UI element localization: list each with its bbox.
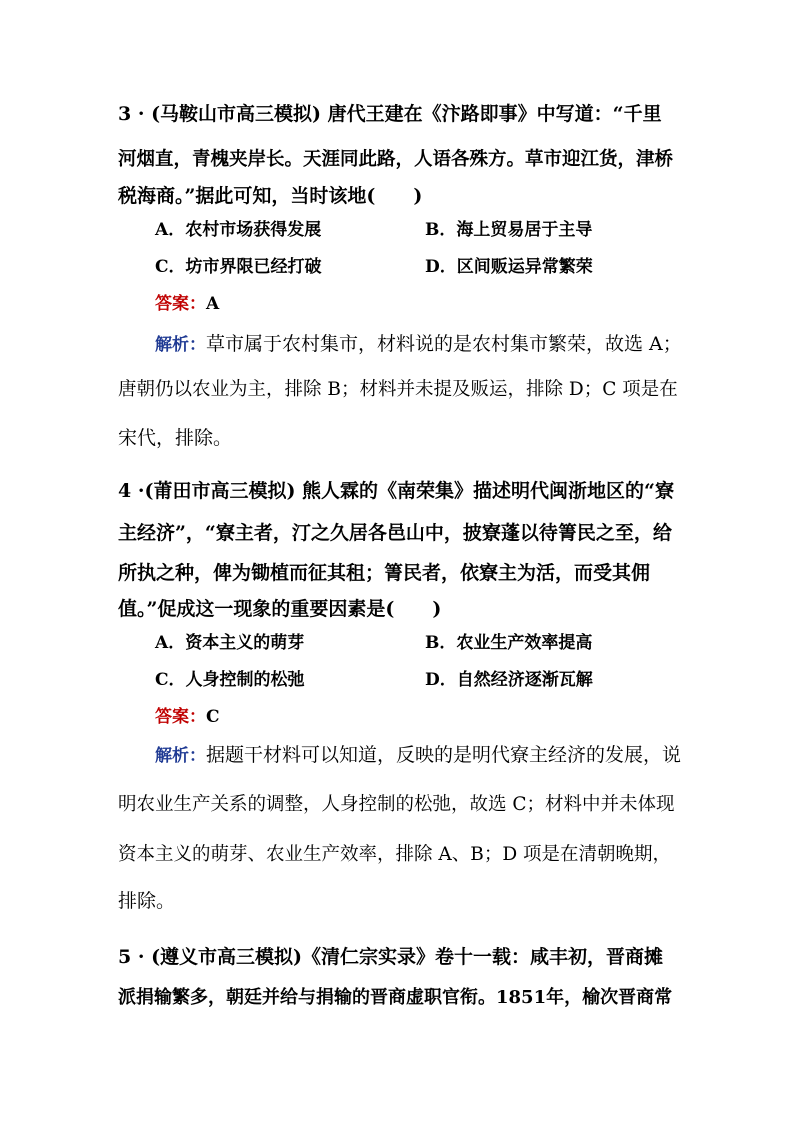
q3-analysis-line-2: 唐朝仍以农业为主，排除 B；材料并未提及贩运，排除 D；C 项是在	[118, 379, 678, 400]
q3-stem-line-3: 税海商。”据此可知，当时该地( )	[118, 185, 423, 207]
q4-analysis-line-2: 明农业生产关系的调整，人身控制的松弛，故选 C；材料中并未体现	[118, 794, 675, 815]
q3-answer-value: A	[206, 294, 220, 314]
q4-answer	[155, 706, 220, 728]
q4-option-a: A．资本主义的萌芽	[155, 633, 305, 653]
q5-stem-line-2: 派捐输繁多，朝廷并给与捐输的晋商虚职官衔。1851年，榆次晋商常	[118, 987, 673, 1008]
q3-answer-label: 答案：	[155, 294, 206, 314]
q4-option-d: D．自然经济逐渐瓦解	[425, 670, 593, 690]
q3-option-b: B．海上贸易居于主导	[425, 220, 593, 240]
q3-analysis-line-1	[155, 332, 685, 357]
q3-analysis-text-1: 草市属于农村集市，材料说的是农村集市繁荣，故选 A；	[206, 333, 682, 355]
q3-option-a: A．农村市场获得发展	[155, 220, 322, 240]
q3-answer	[155, 293, 219, 315]
q4-stem-line-4: 值。”促成这一现象的重要因素是( )	[118, 598, 442, 620]
q4-stem-line-3: 所执之种，俾为锄植而征其租；箐民者，依寮主为活，而受其佣	[118, 562, 651, 584]
q4-analysis-line-1	[155, 743, 685, 768]
q3-stem-line-2: 河烟直，青槐夹岸长。天涯同此路，人语各殊方。草市迎江货，津桥	[118, 149, 674, 170]
q4-analysis-text-1: 据题干材料可以知道，反映的是明代寮主经济的发展，说	[206, 744, 682, 766]
q4-answer-value: C	[206, 707, 220, 727]
q5-stem-line-1: 5 · (遵义市高三模拟)《清仁宗实录》卷十一载：咸丰初，晋商摊	[118, 946, 664, 968]
q3-option-d: D．区间贩运异常繁荣	[425, 257, 593, 277]
q3-stem-line-1: 3 · (马鞍山市高三模拟) 唐代王建在《汴路即事》中写道：“千里	[118, 103, 662, 125]
q4-analysis-line-3: 资本主义的萌芽、农业生产效率，排除 A、B；D 项是在清朝晚期，	[118, 844, 672, 865]
q3-analysis-line-3: 宋代，排除。	[118, 427, 233, 449]
q4-analysis-label: 解析：	[155, 746, 206, 766]
q4-option-c: C．人身控制的松弛	[155, 670, 305, 690]
q4-stem-line-1: 4 ·(莆田市高三模拟) 熊人霖的《南荣集》描述明代闽浙地区的“寮	[118, 480, 674, 502]
q4-answer-label: 答案：	[155, 707, 206, 727]
q3-analysis-label: 解析：	[155, 335, 206, 355]
q4-stem-line-2: 主经济”，“寮主者，汀之久居各邑山中，披寮蓬以待箐民之至，给	[118, 522, 672, 544]
q4-analysis-line-4: 排除。	[118, 890, 176, 912]
q3-option-c: C．坊市界限已经打破	[155, 257, 322, 277]
q4-option-b: B．农业生产效率提高	[425, 633, 593, 653]
